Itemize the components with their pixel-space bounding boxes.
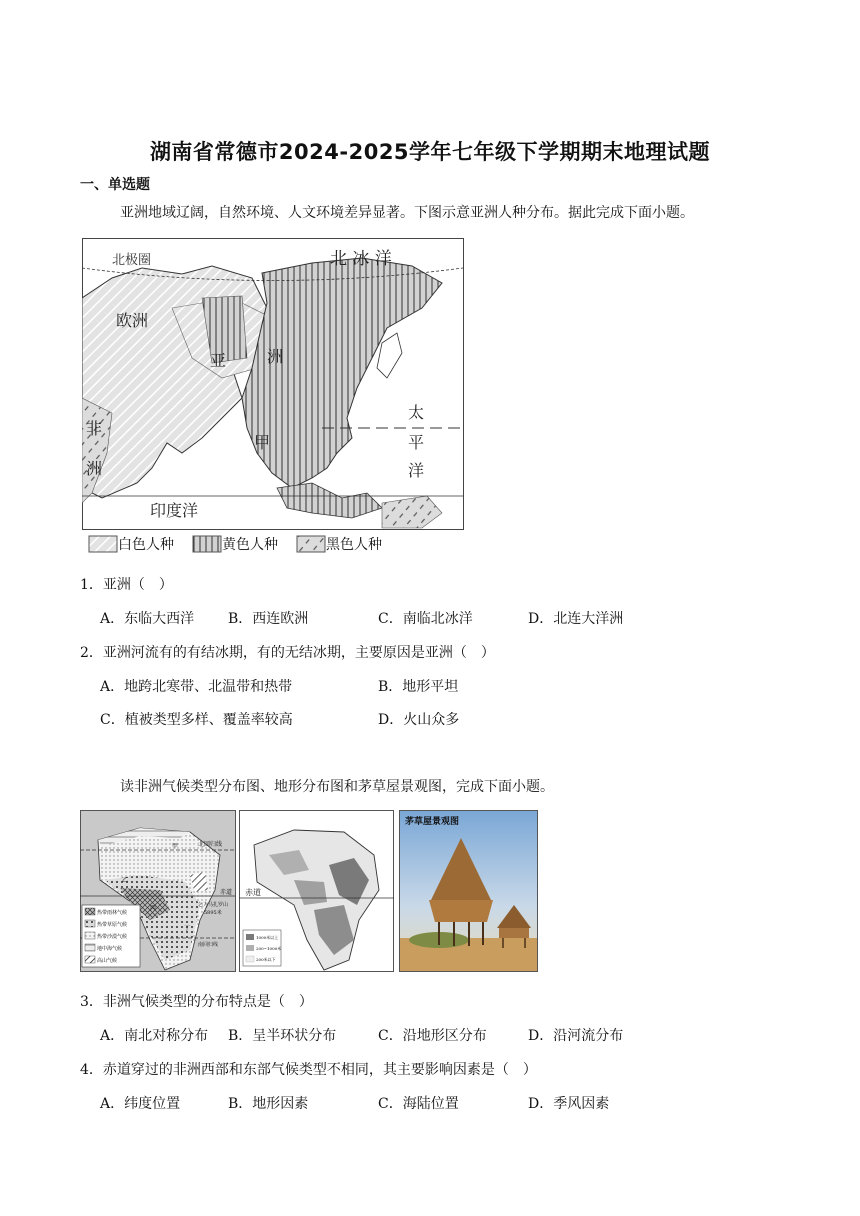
legend-savanna: 热带草原气候	[97, 922, 128, 928]
q1-option-a: A．东临大西洋	[100, 611, 195, 627]
label-indian-ocean: 印度洋	[150, 501, 199, 520]
thatched-hut-photo	[399, 810, 538, 972]
label-pacific-1: 太	[408, 403, 425, 422]
label-tropic: 北回归线	[198, 841, 223, 848]
label-south-tropic: 南回归线	[198, 942, 219, 948]
legend-black-swatch	[296, 535, 326, 553]
label-europe: 欧洲	[116, 311, 149, 330]
label-map1-bing: 丙	[150, 905, 157, 912]
question-2-stem: 2．亚洲河流有的有结冰期，有的无结冰期，主要原因是亚洲（ ）	[80, 645, 495, 661]
q4-option-b: B．地形因素	[228, 1096, 309, 1112]
africa-terrain-map	[239, 810, 394, 972]
photo-title: 茅草屋景观图	[405, 817, 460, 827]
race-legend	[88, 534, 382, 554]
q1-option-b: B．西连欧洲	[228, 611, 309, 627]
question-4-stem: 4．赤道穿过的非洲西部和东部气候类型不相同，其主要影响因素是（ ）	[80, 1062, 537, 1078]
page-title: 湖南省常德市2024-2025学年七年级下学期期末地理试题	[149, 140, 711, 164]
q4-option-c: C．海陆位置	[378, 1096, 459, 1112]
label-pacific-2: 平	[408, 433, 425, 452]
legend-white-label: 白色人种	[118, 537, 174, 553]
q4-option-a: A．纬度位置	[100, 1096, 181, 1112]
q3-option-c: C．沿地形区分布	[378, 1028, 487, 1044]
africa-climate-map	[80, 810, 236, 972]
legend-white-swatch	[88, 535, 118, 553]
label-kili: 乞力马扎罗山	[198, 902, 229, 908]
label-arctic-ocean: 北 冰 洋	[330, 249, 392, 269]
asia-race-map	[82, 238, 464, 530]
label-map1-ding: 丁	[184, 925, 191, 932]
label-africa-2: 洲	[86, 459, 103, 478]
q1-option-c: C．南临北冰洋	[378, 611, 473, 627]
legend-black-label: 黑色人种	[326, 537, 382, 553]
section-heading: 一、单选题	[80, 177, 150, 193]
label-asia-2: 洲	[267, 347, 284, 366]
legend-yellow-swatch	[192, 535, 222, 553]
label-kili-h: 5895米	[204, 910, 222, 916]
label-jia: 甲	[254, 433, 271, 452]
label-asia-1: 亚	[210, 351, 227, 370]
legend-above-1000: 1000米以上	[256, 935, 279, 940]
legend-yellow	[192, 534, 278, 554]
label-equator-2: 赤道	[245, 888, 261, 897]
label-africa-1: 非	[86, 419, 103, 438]
q4-option-d: D．季风因素	[528, 1096, 610, 1112]
q3-option-a: A．南北对称分布	[100, 1028, 209, 1044]
legend-yellow-label: 黄色人种	[222, 537, 278, 553]
q2-option-a: A．地跨北寒带、北温带和热带	[100, 679, 293, 695]
question-1-stem: 1．亚洲（ ）	[80, 577, 173, 593]
legend-black	[296, 534, 382, 554]
question-3-stem: 3．非洲气候类型的分布特点是（ ）	[80, 994, 313, 1010]
legend-200-1000: 200~1000米	[256, 946, 282, 951]
q2-option-c: C．植被类型多样、覆盖率较高	[100, 712, 293, 728]
legend-rain: 热带雨林气候	[97, 910, 128, 916]
q1-option-d: D．北连大洋洲	[528, 611, 624, 627]
group1-intro: 亚洲地域辽阔，自然环境、人文环境差异显著。下图示意亚洲人种分布。据此完成下面小题。	[120, 205, 694, 221]
label-arctic-circle: 北极圈	[112, 253, 152, 268]
legend-white	[88, 534, 174, 554]
legend-highland: 高山气候	[97, 958, 118, 964]
legend-desert: 热带沙漠气候	[97, 934, 128, 940]
q3-option-b: B．呈半环状分布	[228, 1028, 337, 1044]
q3-option-d: D．沿河流分布	[528, 1028, 624, 1044]
label-map1-jia: 甲	[172, 843, 179, 850]
group2-intro: 读非洲气候类型分布图、地形分布图和茅草屋景观图，完成下面小题。	[120, 779, 554, 795]
legend-below-200: 200米以下	[256, 957, 276, 962]
label-map1-yi: 乙	[122, 877, 129, 884]
legend-mediterranean: 地中海气候	[97, 946, 123, 952]
label-equator-1: 赤道	[220, 889, 233, 896]
label-pacific-3: 洋	[408, 461, 425, 480]
q2-option-b: B．地形平坦	[378, 679, 459, 695]
q2-option-d: D．火山众多	[378, 712, 460, 728]
